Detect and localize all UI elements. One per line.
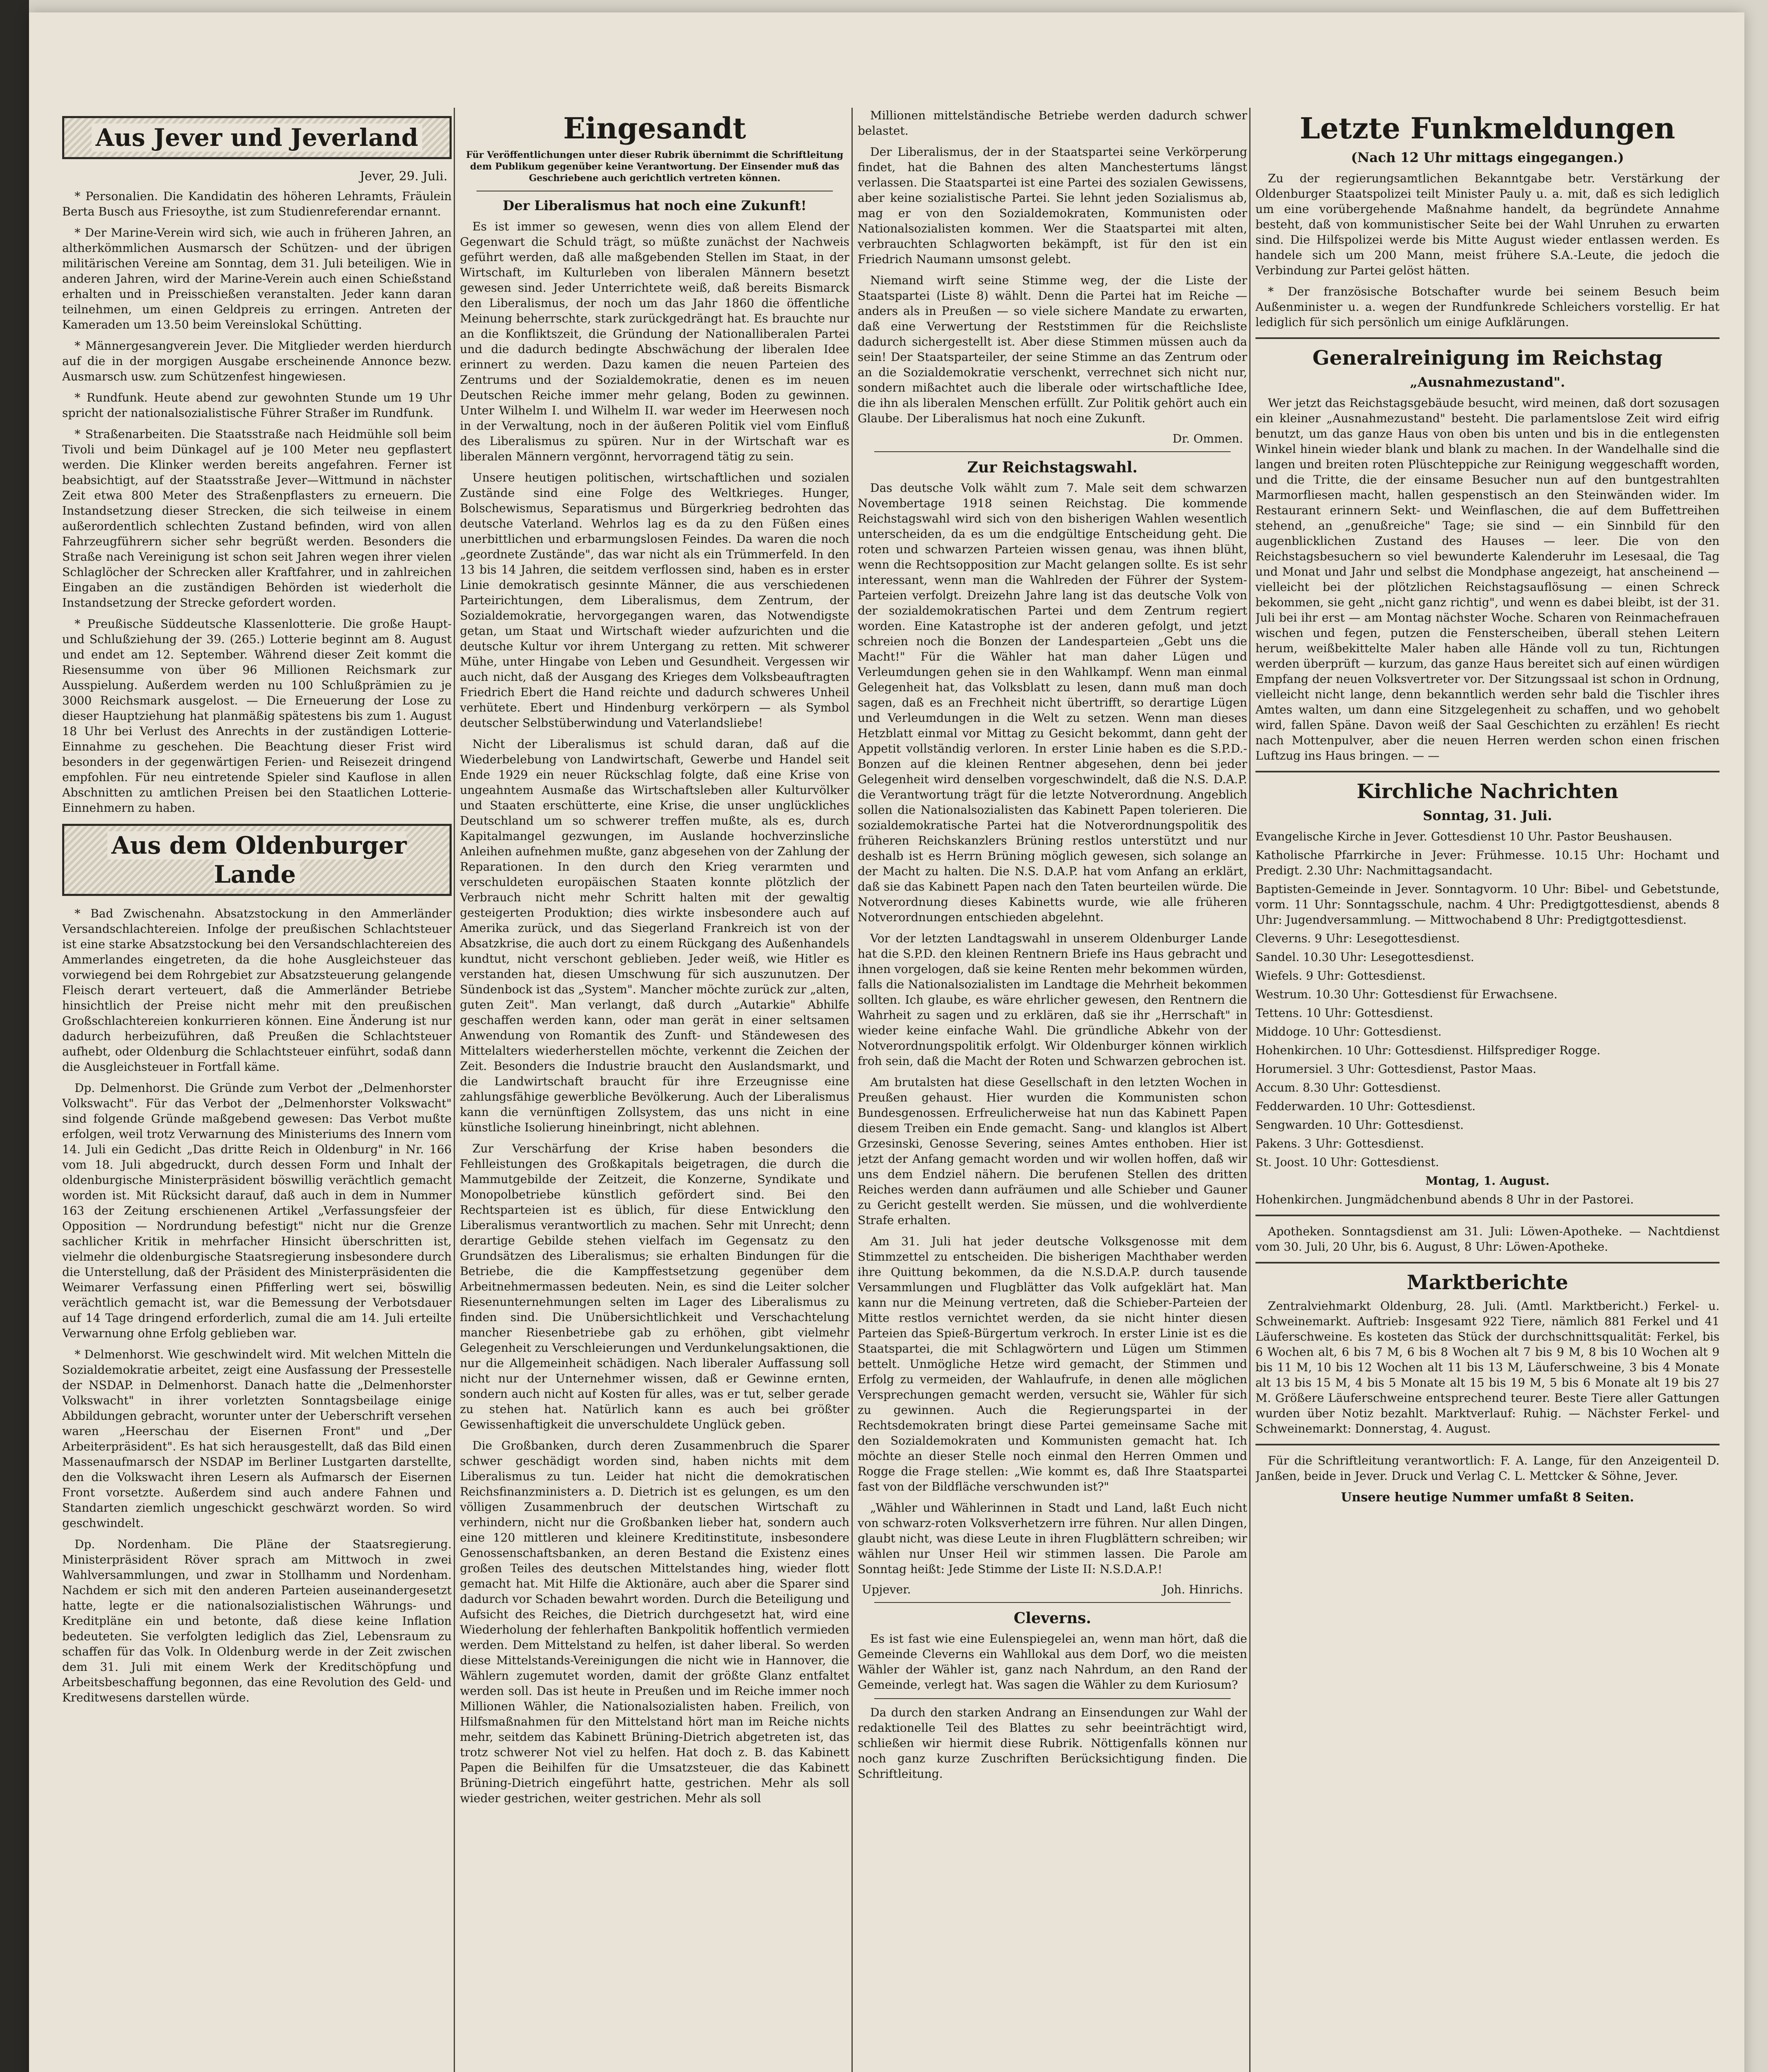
divider xyxy=(1255,771,1720,772)
article-paragraph: * Delmenhorst. Wie geschwindelt wird. Mit welchen Mitteln die Sozialdemokratie arbeitet, zeigt eine Ausfassung der Pressestelle der NSDAP. in Delmenhorst. Danach hatte die „Delmenhorster Volkswacht" in ihrer vorletzten Sonntagsbeilage einige Abbildungen gebracht, worunter unter der Ueberschrift versehen waren „Heerschau der Eisernen Front" und „Der Arbeiterpräsident". Es hat sich herausgestellt, daß das Bild einen Massenaufmarsch der NSDAP im Berliner Lustgarten darstellte, den die Volkswacht ihren Lesern als Aufmarsch der Eisernen Front vorsetzte. Außerdem sind auch andere Fahnen und Standarten ziemlich ungeschickt geschwärzt worden. So wird geschwindelt. xyxy=(62,1348,452,1530)
column-local-news xyxy=(62,108,452,2072)
list-item: Tettens. 10 Uhr: Gottesdienst. xyxy=(1255,1006,1433,1020)
list-item: Katholische Pfarrkirche in Jever: Frühmesse. 10.15 Uhr: Hochamt und Predigt. 2.30 Uhr: Nachmittagsandacht. xyxy=(1255,848,1720,877)
article-list xyxy=(62,906,452,1705)
column-eingesandt xyxy=(460,108,849,2072)
divider xyxy=(874,451,1231,452)
list-item: Middoge. 10 Uhr: Gottesdienst. xyxy=(1255,1025,1442,1038)
list-item: Baptisten-Gemeinde in Jever. Sonntagvorm. 10 Uhr: Bibel- und Gebetstunde, vorm. 11 Uhr: Sonntagsschule, nachm. 4 Uhr: Predigtgottesdienst, abends 8 Uhr: Jugendversammlung. — Mittwochabend 8 Uhr: Predigtgottesdienst. xyxy=(1255,882,1720,927)
article-paragraph: Unsere heutigen politischen, wirtschaftlichen und sozialen Zustände sind eine Folge des Weltkrieges. Hunger, Bolschewismus, Separatismus und Bürgerkrieg bedrohten das deutsche Vaterland. Wehrlos lag es da zu den Füßen eines unerbittlichen und erbarmungslosen Feindes. Da waren die noch „geordnete Zustände", das war nicht als ein Trümmerfeld. In den 13 bis 14 Jahren, die seitdem verflossen sind, haben es in erster Linie demokratisch gesinnte Männer, die aus verschiedenen Parteirichtungen, dem Liberalismus, dem Zentrum, der Sozialdemokratie, hervorgegangen waren, das Notwendigste getan, um Staat und Wirtschaft wieder aufzurichten und die deutsche Kultur vor ihrem Untergang zu retten. Mit schwerer Mühe, unter Hingabe von Leben und Gesundheit. Vergessen wir auch nicht, daß der Ausgang des Krieges dem Volksbeauftragten Friedrich Ebert die Hand reichte und dadurch schweres Unheil verhütete. Ebert und Hindenburg verkörpern — als Symbol deutscher Selbstüberwindung und Vaterlandsliebe! xyxy=(460,471,849,730)
article-subtitle: „Ausnahmezustand". xyxy=(1410,374,1565,390)
article-paragraph: * Der Marine-Verein wird sich, wie auch in früheren Jahren, an altherkömmlichen Ausmarsch der Schützen- und der übrigen militärischen Vereine am Sonntag, dem 31. Juli beteiligen. Wie in anderen Jahren, wird der Marine-Verein auch einen Schießstand erhalten und in Preisschießen veranstalten. Jeder kann daran teilnehmen, um einen Geldpreis zu erringen. Antreten der Kameraden um 13.50 beim Vereinslokal Schütting. xyxy=(62,226,452,332)
article-list xyxy=(62,189,452,816)
signature-row xyxy=(862,1583,1243,1596)
article-paragraph: * Straßenarbeiten. Die Staatsstraße nach Heidmühle soll beim Tivoli und beim Dünkagel auf je 100 Meter neu gepflastert werden. Die Klinker werden bereits angefahren. Ferner ist beabsichtigt, auf der Staatsstraße Jever—Wittmund in nächster Zeit etwa 800 Meter des Straßenpflasters zu erneuern. Die Instandsetzung dieser Strecken, die sich teilweise in einem außerordentlich schlechten Zustand befinden, wird von allen Fahrzeugführern sicher sehr begrüßt werden. Besonders die Straße nach Vereinigung ist schon seit Jahren wegen ihrer vielen Schlaglöcher der Schrecken aller Kraftfahrer, und in zahlreichen Eingaben an die zuständigen Behörden ist wiederholt die Instandsetzung der Strecke gefordert worden. xyxy=(62,427,452,610)
closing-note: Da durch den starken Andrang an Einsendungen zur Wahl der redaktionelle Teil des Blattes zu sehr beeinträchtigt wird, schließen wir hiermit diese Rubrik. Nöttigenfalls können nur noch ganz kurze Zuschriften Berücksichtigung finden. Die Schriftleitung. xyxy=(858,1706,1247,1781)
divider xyxy=(1255,1262,1720,1264)
section-title-kirchliche: Kirchliche Nachrichten xyxy=(1357,780,1618,803)
article-paragraph: * Männergesangverein Jever. Die Mitglieder werden hierdurch auf die in der morgigen Ausgabe erscheinende Annonce bezw. Ausmarsch usw. zum Schützenfest hingewiesen. xyxy=(62,339,452,383)
list-item: Pakens. 3 Uhr: Gottesdienst. xyxy=(1255,1137,1424,1150)
list-item: Montag, 1. August. xyxy=(1425,1174,1550,1188)
article-paragraph: Nicht der Liberalismus ist schuld daran, daß auf die Wiederbelebung von Landwirtschaft, Gewerbe und Handel seit Ende 1929 ein neuer Rückschlag folgte, daß eine Krise von ungeahntem Ausmaße das Wirtschaftsleben aller Kulturvölker und Staaten erschütterte, eine Krise, die unser unglückliches Deutschland um so schwerer treffen mußte, als es, durch Kapitalmangel gezwungen, im Auslande hochverzinsliche Anleihen aufnehmen mußte, ganz abgesehen von der Zahlung der Reparationen. In den durch den Krieg verarmten und verschuldeten europäischen Staaten konnte plötzlich der Verbrauch nicht mehr Schritt halten mit der gewaltig gesteigerten Produktion; dies wirkte insbesondere auch auf Amerika zurück, und das Siegerland Frankreich ist von der Absatzkrise, die auch dort zu einem Rückgang des Außenhandels kundtut, nicht verschont geblieben. Jeder weiß, wie Hitler es verstanden hat, diesen Umschwung für sich auszunutzen. Der Sündenbock ist das „System". Mancher möchte zurück zur „alten, guten Zeit". Man verlangt, daß durch „Autarkie" Abhilfe geschaffen werden kann, oder man gerät in einer seltsamen Anwendung von Romantik des Zunft- und Ständewesen des Mittelalters wiederherstellen möchte, verkennt die Zeichen der Zeit. Besonders die Industrie braucht den Auslandsmarkt, und die Landwirtschaft braucht für ihre Erzeugnisse eine zahlungsfähige gewerbliche Bevölkerung. Auch der Liberalismus kann die vernünftigen Zollsystem, das uns nicht in eine künstliche Isolierung hineinbringt, nicht ablehnen. xyxy=(460,737,849,1134)
article-paragraph: Dp. Delmenhorst. Die Gründe zum Verbot der „Delmenhorster Volkswacht". Für das Verbot der „Delmenhorster Volkswacht" sind folgende Gründe maßgebend gewesen: Das Verbot mußte erfolgen, weil trotz Verwarnung des Ministeriums des Innern vom 14. Juli ein Gedicht „Das dritte Reich in Oldenburg" in Nr. 166 vom 18. Juli abgedruckt, durch dessen Form und Inhalt der oldenburgische Ministerpräsident böswillig verächtlich gemacht worden ist. Mit Rücksicht darauf, daß auch in dem in Nummer 163 der Zeitung erschienenen Artikel „Verfassungsfeier der Opposition — Nordrundung befestigt" nicht nur die Grenze sachlicher Kritik in mehrfacher Hinsicht überschritten ist, vielmehr die oldenburgische Staatsregierung insbesondere durch die Unterstellung, daß der Präsident des Ministerpräsidenten die Weimarer Verfassung einen Pfifferling wert sei, böswillig verächtlich gemacht ist, war die Bemessung der Verbotsdauer auf 14 Tage dringend erforderlich, zumal die am 14. Juli erteilte Verwarnung ohne Erfolg geblieben war. xyxy=(62,1081,452,1340)
article-paragraph: Zu der regierungsamtlichen Bekanntgabe betr. Verstärkung der Oldenburger Staatspolizei teilt Minister Pauly u. a. mit, daß es sich lediglich um eine vorübergehende Maßnahme handelt, da begründete Annahme besteht, daß von kommunistischer Seite bei der Wahl Unruhen zu erwarten sind. Die Hilfspolizei werde bis Mitte August wieder entlassen werden. Es handele sich um 200 Mann, meist frühere S.A.-Leute, die jedoch die Verbindung zur Partei gelöst hätten. xyxy=(1255,172,1720,277)
article-paragraph: „Wähler und Wählerinnen in Stadt und Land, laßt Euch nicht von schwarz-roten Volksverhetzern irre führen. Nur allen Dingen, glaubt nicht, was diese Leute in ihren Flugblättern schreiben; wir wählen nur Unser Heil wir stimmen lassen. Die Parole am Sonntag heißt: Jede Stimme der Liste II: N.S.D.A.P.! xyxy=(858,1501,1247,1576)
article-paragraph: * Bad Zwischenahn. Absatzstockung in den Ammerländer Versandschlachtereien. Infolge der preußischen Schlachtsteuer ist eine starke Absatzstockung bei den Versandschlachtereien des Ammerlandes eingetreten, da die hohe Ausgleichsteuer das vorwiegend bei dem Rohrgebiet zur Absatzsteuerung gelangende Fleisch derart verteuert, daß die Ammerländer Betriebe hinsichtlich der Preise nicht mehr mit den preußischen Großschlachtereien konkurrieren können. Eine Änderung ist nur dadurch herbeizuführen, daß Preußen die Schlachtsteuer aufhebt, oder Oldenburg die Schlachtsteuer einführt, sodaß dann die Ausgleichsteuer in Fortfall käme. xyxy=(62,907,452,1074)
section-subtitle: (Nach 12 Uhr mittags eingegangen.) xyxy=(1351,150,1624,165)
section-title-markt: Marktberichte xyxy=(1407,1271,1568,1294)
divider xyxy=(874,1602,1231,1603)
article-headline: Zur Reichstagswahl. xyxy=(967,459,1138,476)
column-latest-news xyxy=(1255,108,1720,2072)
column-rule xyxy=(1249,108,1250,2072)
article-paragraph: * Der französische Botschafter wurde bei seinem Besuch beim Außenminister u. a. wegen der Rundfunkrede Schleichers vorstellig. Er hat lediglich für sich persönlich um einige Aufklärungen. xyxy=(1255,285,1720,329)
disclaimer-note: Für Veröffentlichungen unter dieser Rubrik übernimmt die Schriftleitung dem Publikum gegenüber keine Verantwortung. Der Einsender muß das Geschriebene auch gerichtlich vertreten können. xyxy=(466,150,844,184)
list-item: Westrum. 10.30 Uhr: Gottesdienst für Erwachsene. xyxy=(1255,988,1558,1001)
article-paragraph: * Preußische Süddeutsche Klassenlotterie. Die große Haupt- und Schlußziehung der 39. (265.) Lotterie beginnt am 8. August und endet am 12. September. Während dieser Zeit kommt die Riesensumme von über 96 Millionen Reichsmark zur Ausspielung. Außerdem werden nu 100 Schlußprämien zu je 3000 Reichsmark ausgelost. — Die Erneuerung der Lose zu dieser Hauptziehung hat planmäßig spätestens bis zum 1. August 18 Uhr bei Verlust des Anrechts in der zuständigen Lotterie-Einnahme zu geschehen. Die Beachtung dieser Frist wird besonders in der gegenwärtigen Ferien- und Reisezeit dringend empfohlen. Für neu eintretende Spieler sind Kauflose in allen Abschnitten zu amtlichen Preisen bei den Staatlichen Lotterie-Einnehmern zu haben. xyxy=(62,617,452,815)
article-paragraph: Am brutalsten hat diese Gesellschaft in den letzten Wochen in Preußen gehaust. Hier wurden die Kommunisten schon Bundesgenossen. Erfreulicherweise hat nun das Kabinett Papen diesem Treiben ein Ende gemacht. Sang- und klanglos ist Albert Grzesinski, Genosse Severing, seines Amtes enthoben. Hier ist jetzt der Anfang gemacht worden und wir wollen hoffen, daß wir uns dem Endziel nähern. Die berufenen Stellen des dritten Reiches werden dann aufräumen und alle Schieber und Gauner zu Gericht gestellt werden. Sie müssen, und die wohlverdiente Strafe erhalten. xyxy=(858,1075,1247,1227)
article-headline: Generalreinigung im Reichstag xyxy=(1312,346,1663,370)
article-paragraph: Die Großbanken, durch deren Zusammenbruch die Sparer schwer geschädigt worden sind, haben nichts mit dem Liberalismus zu tun. Leider hat nicht die demokratischen Reichsfinanzministers a. D. Dietrich ist es gelungen, es um den völligen Zusammenbruch der deutschen Wirtschaft zu verhindern, nicht nur die Großbanken lieber hat, sondern auch eine 120 mittleren und kleinere Kreditinstitute, insbesondere Genossenschaftsbanken, an deren Bestand die Existenz eines großen Teiles des deutschen Mittelstandes hing, wieder flott gemacht hat. Mit Hilfe die Aktionäre, auch aber die Sparer sind dadurch vor Schaden bewahrt worden. Durch die Beteiligung und Aufsicht des Reiches, die Dietrich durchgesetzt hat, wird eine Wiederholung der fehlerhaften Bankpolitik hoffentlich vermieden werden. Dem Mittelstand zu helfen, ist daher liberal. So werden diese Mittelstands-Vereinigungen die nicht wie in Hannover, die Wählern zugemutet worden, damit der größte Glanz entfaltet werden soll. Das ist heute in Preußen und im Reiche immer noch Millionen Wähler, die Nationalsozialisten haben. Freilich, von Hilfsmaßnahmen für den Mittelstand hört man im Reiche nichts mehr, seitdem das Kabinett Brüning-Dietrich abgetreten ist, das trotz schwerer Not viel zu helfen. Hat doch z. B. das Kabinett Papen die Beihilfen für die Umsatzsteuer, die das Kabinett Brüning-Dietrich eingeführt hatte, gestrichen. Mehr als soll wieder gestrichen, weiter gestrichen. Mehr als soll xyxy=(460,1439,849,1805)
article-paragraph: Vor der letzten Landtagswahl in unserem Oldenburger Lande hat die S.P.D. den kleinen Rentnern Briefe ins Haus gebracht und ihnen vorgelogen, daß sie keine Renten mehr bekommen würden, falls die Nationalsozialisten im Landtage die Mehrheit bekommen sollten. Ich glaube, es wäre ehrlicher gewesen, den Rentnern die Wahrheit zu sagen und zu erklären, daß sie ihr „Herrschaft" in wieder keine einfache Wahl. Die gründliche Abkehr von der Notverordnungspolitik erfolgt. Wir Oldenburger können wirklich froh sein, daß die Macht der Roten und Schwarzen gebrochen ist. xyxy=(858,932,1247,1068)
article-paragraph: Millionen mittelständische Betriebe werden dadurch schwer belastet. xyxy=(858,109,1247,138)
column-rule xyxy=(454,108,455,2072)
column-eingesandt-cont xyxy=(858,108,1247,2072)
market-report: Zentralviehmarkt Oldenburg, 28. Juli. (Amtl. Marktbericht.) Ferkel- u. Schweinemarkt. Auftrieb: Insgesamt 922 Tiere, nämlich 881 Ferkel und 41 Läuferschweine. Es kosteten das Stück der durchschnittsqualität: Ferkel, bis 6 Wochen alt, 6 bis 7 M, 6 bis 8 Wochen alt 7 bis 9 M, 8 bis 10 Wochen alt 9 bis 11 M, 10 bis 12 Wochen alt 11 bis 13 M, Läuferschweine, 3 bis 4 Monate alt 13 bis 15 M, 4 bis 5 Monate alt 15 bis 19 M, 5 bis 6 Monate alt 19 bis 27 M. Größere Läuferschweine entsprechend teurer. Beste Tiere aller Gattungen wurden über Notiz bezahlt. Marktverlauf: Ruhig. — Nächster Ferkel- und Schweinemarkt: Donnerstag, 4. August. xyxy=(1255,1299,1720,1435)
divider xyxy=(1255,337,1720,339)
article-paragraph: Das deutsche Volk wählt zum 7. Male seit dem schwarzen Novembertage 1918 seinen Reichstag. Die kommende Reichstagswahl wird sich von den bisherigen Wahlen wesentlich unterscheiden, da es um die endgültige Entscheidung geht. Die roten und schwarzen Parteien wissen genau, was ihnen blüht, wenn die Rechtsopposition zur Macht gelangen sollte. Es ist sehr interessant, wenn man die Wahlreden der Führer der System-Parteien verfolgt. Dreizehn Jahre lang ist das deutsche Volk von der sozialdemokratischen Partei und dem Zentrum regiert worden. Eine Katastrophe ist der anderen gefolgt, und jetzt schreien noch die Bonzen der Landesparteien „Gebt uns die Macht!" Für die Wähler hat man daher Lügen und Verleumdungen gehen sie in den Wahlkampf. Wenn man einmal Gelegenheit hat, das Volksblatt zu lesen, dann muß man doch sagen, daß es an Frechheit nicht übertrifft, so derartige Lügen und Verleumdungen in die Welt zu setzen. Wenn man dieses Hetzblatt einmal vor Mittag zu Gesicht bekommt, dann geht der Appetit vollständig verloren. In erster Linie haben es die S.P.D.-Bonzen auf die kleinen Rentner abgesehen, denn bei jeder Gelegenheit wird denselben vorgeschwindelt, daß die N.S. D.A.P. die Verantwortung trägt für die letzte Notverordnung. Angeblich sollen die Nationalsozialisten das Kabinett Papen tolerieren. Die sozialdemokratische Partei hat die Notverordnungspolitik des früheren Reichskanzlers Brüning restlos unterstützt und nur deshalb ist es Herrn Brüning möglich gewesen, sich solange an der Macht zu halten. Die N.S. D.A.P. hat vom Anfang an erklärt, daß sie das Kabinett Papen nach den Taten beurteilen würde. Die Notverordnung dieses Kabinetts wurde, wie alle früheren Notverordnungen entschieden abgelehnt. xyxy=(858,481,1247,924)
list-item: Hohenkirchen. Jungmädchenbund abends 8 Uhr in der Pastorei. xyxy=(1255,1193,1634,1206)
place-name: Upjever. xyxy=(862,1583,911,1596)
article-paragraph: * Rundfunk. Heute abend zur gewohnten Stunde um 19 Uhr spricht der nationalsozialistische Führer Straßer im Rundfunk. xyxy=(62,391,452,420)
newspaper-page xyxy=(29,12,1744,2072)
author-signature: Dr. Ommen. xyxy=(1172,432,1243,445)
section-head-jever: Aus Jever und Jeverland xyxy=(62,116,452,159)
divider xyxy=(874,1698,1231,1699)
article-headline: Cleverns. xyxy=(1013,1610,1091,1627)
list-item: Sengwarden. 10 Uhr: Gottesdienst. xyxy=(1255,1118,1464,1132)
divider xyxy=(1255,1215,1720,1216)
column-rule xyxy=(851,108,853,2072)
section-title-eingesandt: Eingesandt xyxy=(563,111,746,145)
section-head-oldenburg: Aus dem Oldenburger Lande xyxy=(62,824,452,896)
divider xyxy=(1255,1444,1720,1445)
section-title-funkmeldungen: Letzte Funkmeldungen xyxy=(1299,111,1676,145)
page-count-note: Unsere heutige Nummer umfaßt 8 Seiten. xyxy=(1341,1490,1634,1505)
dateline: Jever, 29. Juli. xyxy=(360,169,447,184)
article-paragraph: Niemand wirft seine Stimme weg, der die Liste der Staatspartei (Liste 8) wählt. Denn die Partei hat im Reiche — anders als in Preußen — so viele sichere Mandate zu erwarten, daß eine Verwertung der Reststimmen für die Reichsliste dadurch sichergestellt ist. Aber diese Stimmen müssen auch da sein! Der Staatsparteiler, der seine Stimme an das Zentrum oder an die Sozialdemokratie verschenkt, verrechnet sich nicht nur, sondern mißachtet auch die liberale oder wirtschaftliche Idee, die ihn als liberalen Menschen erfüllt. Zur Politik gehört auch ein Glaube. Der Liberalismus hat noch eine Zukunft. xyxy=(858,274,1247,425)
binding-edge xyxy=(0,0,29,2072)
list-item: St. Joost. 10 Uhr: Gottesdienst. xyxy=(1255,1155,1439,1169)
pharmacy-notice: Apotheken. Sonntagsdienst am 31. Juli: Löwen-Apotheke. — Nachtdienst vom 30. Juli, 20 Uhr, bis 6. August, 8 Uhr: Löwen-Apotheke. xyxy=(1255,1225,1720,1254)
article-paragraph: Dp. Nordenham. Die Pläne der Staatsregierung. Ministerpräsident Röver sprach am Mittwoch in zwei Wahlversammlungen, und zwar in Stollhamm und Nordenham. Nachdem er sich mit den anderen Parteien auseinandergesetzt hatte, legte er die nationalsozialistischen Währungs- und Kreditpläne ein und betonte, daß diese keine Inflation bedeuteten. Sie verfolgten lediglich das Ziel, Lebensraum zu schaffen für das Volk. In Oldenburg werde in der Zeit zwischen dem 31. Juli mit einem Werk der Kreditschöpfung und Arbeitsbeschaffung begonnen, das eine Revolution des Geld- und Kreditwesens darstellen würde. xyxy=(62,1537,452,1704)
imprint: Für die Schriftleitung verantwortlich: F. A. Lange, für den Anzeigenteil D. Janßen, beide in Jever. Druck und Verlag C. L. Mettcker & Söhne, Jever. xyxy=(1255,1454,1720,1483)
list-item: Fedderwarden. 10 Uhr: Gottesdienst. xyxy=(1255,1099,1476,1113)
article-paragraph: Es ist fast wie eine Eulenspiegelei an, wenn man hört, daß die Gemeinde Cleverns ein Wahllokal aus dem Dorf, wo die meisten Wähler der Wähler ist, ganz nach Nahrdum, an den Rand der Gemeinde, verlegt hat. Was sagen die Wähler zu dem Kuriosum? xyxy=(858,1632,1247,1692)
article-headline: Der Liberalismus hat noch eine Zukunft! xyxy=(503,198,807,213)
author-signature: Joh. Hinrichs. xyxy=(1162,1583,1243,1596)
list-item: Wiefels. 9 Uhr: Gottesdienst. xyxy=(1255,969,1426,983)
church-list xyxy=(1255,829,1720,1207)
list-item: Evangelische Kirche in Jever. Gottesdienst 10 Uhr. Pastor Beushausen. xyxy=(1255,830,1672,843)
article-paragraph: Der Liberalismus, der in der Staatspartei seine Verkörperung findet, hat die Bahnen des alten Manchestertums längst verlassen. Die Staatspartei ist eine Partei des sozialen Gewissens, aber keine sozialistische Partei. Sie lehnt jeden Sozialismus ab, mag er von den Sozialdemokraten, Kommunisten oder Nationalsozialisten kommen. Wer die Staatspartei mit alten, verbrauchten Schlagworten bekämpft, ist für den ist ein Friedrich Naumann umsonst gelebt. xyxy=(858,145,1247,266)
article-paragraph: Am 31. Juli hat jeder deutsche Volksgenosse mit dem Stimmzettel zu entscheiden. Die bisherigen Machthaber werden ihre Quittung bekommen, da die N.S.D.A.P. durch tausende Versammlungen und Flugblätter das Volk aufgeklärt hat. Man kann nur die Meinung vertreten, daß die Schieber-Parteien der Mitte restlos vernichtet werden, da sie nicht hinter diesen Parteien das Spieß-Bürgertum verkroch. In erster Linie ist es die Staatspartei, die mit Schlagwörtern und Lügen um Stimmen bettelt. Unmögliche Hetze wird gemacht, der Stimmen und Erfolg zu vermeiden, der Wahlaufrufe, in denen alle möglichen Versprechungen gemacht werden, versucht sie, Wähler für sich zu gewinnen. Auch die Regierungspartei in der Rechtsdemokraten bringt diese Partei gemeinsame Sache mit den Sozialdemokraten und Kommunisten gemacht hat. Ich möchte an dieser Stelle noch einmal den Herren Ommen und Rogge die Frage stellen: „Wie kommt es, daß Ihre Staatspartei fast von der Bildfläche verschwunden ist?" xyxy=(858,1234,1247,1493)
list-item: Hohenkirchen. 10 Uhr: Gottesdienst. Hilfsprediger Rogge. xyxy=(1255,1043,1601,1057)
article-paragraph: Wer jetzt das Reichstagsgebäude besucht, wird meinen, daß dort sozusagen ein kleiner „Ausnahmezustand" besteht. Die parlamentslose Zeit wird eifrig benutzt, um das ganze Haus von oben bis unten und bis in die entlegensten Winkel hinein wieder blank und blank zu machen. In der Wandelhalle sind die langen und breiten roten Plüschteppiche zur Reinigung weggeschafft worden, und die Tritte, die der einsame Besucher nun auf den buntgestrahlten Marmorfliesen macht, hallen gespenstisch an den Steinwänden wider. Im Restaurant erinnern Sekt- und Weinflaschen, die auf dem Buffettreihen stehend, an „genußreiche" Tage; sie sind — ein Sinnbild für den augenblicklichen Zustand des Hauses — leer. Die von den Reichstagsbesuchern so viel bewunderte Kalenderuhr im Lesesaal, die Tag und Monat und Jahr und selbst die Mondphase angezeigt, hat anscheinend — vielleicht bei der plötzlichen Reichstagsauflösung — einen Schreck bekommen, sie geht „nicht ganz richtig", und wenn es dabei bleibt, ist der 31. Juli bei ihr erst — am Montag nächster Woche. Scharen von Reinmachefrauen wischen und fegen, putzen die Fensterscheiben, überall stehen Leitern herum, weißbekittelte Maler haben alle Hände voll zu tun, Richtungen werden überprüft — kurzum, das ganze Haus bereitet sich auf einen würdigen Empfang der neuen Volksvertreter vor. Der Sitzungssaal ist schon in Ordnung, vielleicht nicht lange, denn bekanntlich werden sehr bald die Tischler ihres Amtes walten, um dann eine Sitzgelegenheit zu schaffen, und wo gehobelt wird, fallen Späne. Davon weiß der Saal Geschichten zu erzählen! Es riecht nach Mottenpulver, aber die neuen Herren werden schon einen frischen Luftzug ins Haus bringen. — — xyxy=(1255,396,1720,762)
list-item: Cleverns. 9 Uhr: Lesegottesdienst. xyxy=(1255,932,1460,945)
section-subtitle: Sonntag, 31. Juli. xyxy=(1423,808,1552,823)
article-paragraph: Es ist immer so gewesen, wenn dies von allem Elend der Gegenwart die Schuld trägt, so müßte zunächst der Nachweis geführt werden, daß alle maßgebenden Stellen im Staat, in der Wirtschaft, im Kulturleben von liberalen Männern besetzt gewesen sind. Jeder Unterrichtete weiß, daß bereits Bismarck den Liberalismus, der noch um das Jahr 1860 die öffentliche Meinung beherrschte, stark zurückgedrängt hat. Es brauchte nur an die Konfliktszeit, die Gründung der Nationalliberalen Partei und die dadurch bedingte Abschwächung der liberalen Idee erinnert zu werden. Dazu kamen die neuen Parteien des Zentrums und der Sozialdemokratie, denen es im neuen Deutschen Reiche immer mehr gelang, Boden zu gewinnen. Unter Wilhelm I. und Wilhelm II. war weder im Heerwesen noch in der Verwaltung, noch in der äußeren Politik viel vom Einfluß des Liberalismus zu spüren. Nur in der Wirtschaft war es liberalen Männern vergönnt, hervorragend tätig zu sein. xyxy=(460,220,849,463)
article-paragraph: * Personalien. Die Kandidatin des höheren Lehramts, Fräulein Berta Busch aus Friesoythe, ist zum Studienreferendar ernannt. xyxy=(62,189,452,218)
list-item: Horumersiel. 3 Uhr: Gottesdienst, Pastor Maas. xyxy=(1255,1062,1536,1076)
list-item: Accum. 8.30 Uhr: Gottesdienst. xyxy=(1255,1081,1441,1094)
list-item: Sandel. 10.30 Uhr: Lesegottesdienst. xyxy=(1255,950,1474,964)
article-paragraph: Zur Verschärfung der Krise haben besonders die Fehlleistungen des Großkapitals beigetragen, die durch die Mammutgebilde der Zeitzeit, die Konzerne, Syndikate und Monopolbetriebe künstlich gefördert sind. Bei den Rechtsparteien ist es üblich, für diese Entwicklung den Liberalismus verantwortlich zu machen. Sehr mit Unrecht; denn derartige Gebilde stehen vielfach im Gegensatz zu den Grundsätzen des Liberalismus; sie erhalten Bindungen für die Betriebe, die die Kampffestsetzung gegenüber dem Arbeitnehmermassen bedeuten. Nein, es sind die Leiter solcher Riesenunternehmungen selten im Lager des Liberalismus zu finden sind. Die Unübersichtlichkeit und Verschachtelung mancher Riesenbetriebe gab zu erhöhen, gibt vielmehr Gelegenheit zu Verschleierungen und Verdunkelungsaktionen, die nur die Allgemeinheit schädigen. Nach liberaler Auffassung soll nicht nur der Unternehmer wissen, daß er Gewinne ernten, sondern auch nicht auf Kosten für alles, was er tut, selber gerade zu stehen hat. Natürlich kann es auch bei größter Gewissenhaftigkeit die unverschuldete Unglück geben. xyxy=(460,1142,849,1431)
